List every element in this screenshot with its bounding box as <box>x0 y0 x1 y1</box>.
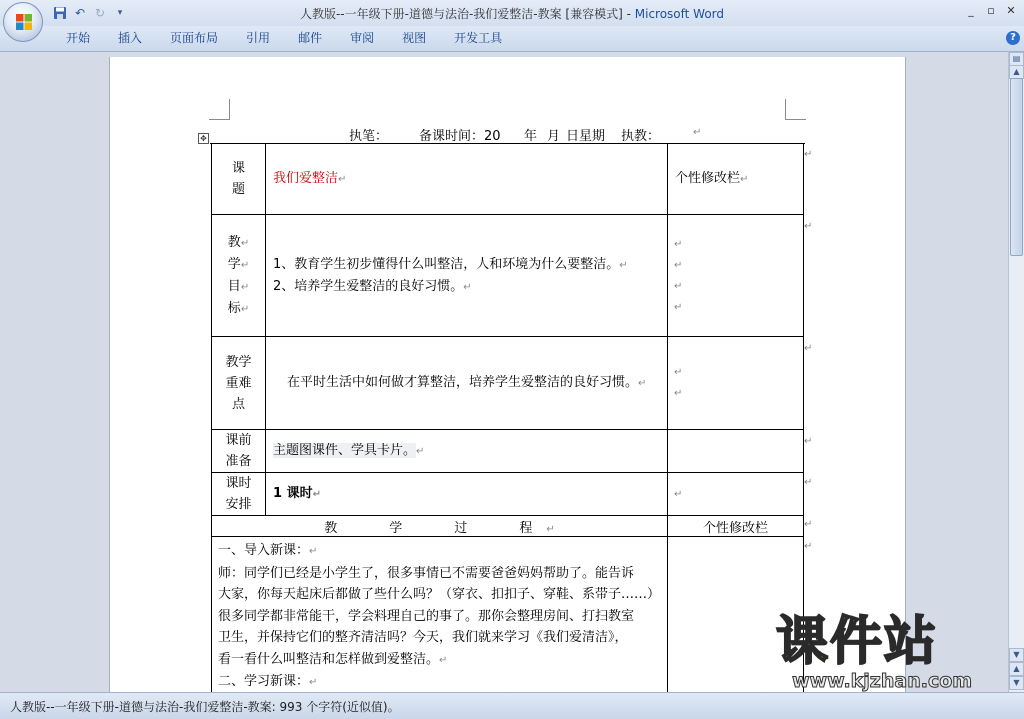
window-controls <box>962 2 1020 18</box>
row-end-mark-icon: ↵ <box>804 149 813 160</box>
table-row <box>212 537 804 693</box>
table-row <box>212 215 804 337</box>
preparation-label-cell[interactable] <box>212 430 266 473</box>
title-bar <box>0 0 1024 26</box>
objectives-label: 教↵ 学↵ 目↵ 标↵ <box>227 234 250 316</box>
row-end-mark-icon: ↵ <box>804 343 813 354</box>
tab-developer[interactable]: 开发工具 <box>454 31 503 45</box>
objective-line: 1、教育学生初步懂得什么叫整洁，人和环境为什么要整洁。↵ <box>273 256 628 272</box>
crop-mark-top-right <box>785 99 806 120</box>
window-title <box>0 5 1024 22</box>
watermark-url: www.kjzhan.com <box>792 670 973 692</box>
office-button[interactable] <box>3 2 43 42</box>
year-label: 年 <box>524 129 538 144</box>
lesson-header-line <box>210 125 805 144</box>
tab-home[interactable]: 开始 <box>66 31 91 45</box>
help-icon[interactable]: ? <box>1006 31 1020 45</box>
topic-label: 课 题 <box>231 161 245 197</box>
close-button[interactable]: ✕ <box>1006 3 1016 17</box>
ribbon-tab-bar <box>0 26 1024 52</box>
tab-insert[interactable]: 插入 <box>118 31 143 45</box>
topic-label-cell[interactable] <box>212 144 266 215</box>
customize-qat-icon[interactable]: ▾ <box>117 8 123 18</box>
office-logo-icon <box>15 13 33 31</box>
schedule-cell[interactable]: 1 课时↵ <box>266 473 668 516</box>
kjzhan-watermark <box>770 612 1010 692</box>
tab-mailings[interactable]: 邮件 <box>298 31 323 45</box>
body-line: 二、学习新课：↵ <box>218 674 318 689</box>
process-body-cell[interactable] <box>212 537 668 693</box>
crop-mark-top-left <box>209 99 230 120</box>
tab-references[interactable]: 引用 <box>246 31 271 45</box>
key-points-label-cell[interactable] <box>212 337 266 430</box>
tab-view[interactable]: 视图 <box>402 31 427 45</box>
preparation-edit-cell[interactable] <box>668 430 804 473</box>
process-header-cell[interactable] <box>212 516 668 537</box>
body-line: 大家，你每天起床后都做了些什么吗？（穿衣、扣扣子、穿鞋、系带子……） <box>218 587 661 602</box>
process-edit-header-cell[interactable] <box>668 516 804 537</box>
scroll-up-icon[interactable]: ▲ <box>1009 65 1024 79</box>
body-line: 看一看什么叫整洁和怎样做到爱整洁。↵ <box>218 651 448 667</box>
status-bar <box>0 692 1024 719</box>
body-line: 师：同学们已经是小学生了，很多事情已不需要爸爸妈妈帮助了。能告诉 <box>218 565 635 581</box>
row-end-mark-icon: ↵ <box>804 519 813 530</box>
document-title: 人教版--一年级下册-道德与法治-我们爱整洁-教案 [兼容模式] - <box>299 7 635 21</box>
schedule-label: 课时 安排 <box>225 476 252 512</box>
topic-value: 我们爱整洁 <box>273 171 339 186</box>
row-end-mark-icon: ↵ <box>804 436 813 447</box>
lesson-plan-table <box>211 143 804 692</box>
tab-page-layout[interactable]: 页面布局 <box>170 31 219 45</box>
redo-icon[interactable]: ↻ <box>94 6 106 20</box>
schedule-edit-cell[interactable]: ↵ <box>668 473 804 516</box>
watermark-title: 课件站 <box>776 612 939 672</box>
paragraph-mark-icon: ↵ <box>693 127 702 138</box>
prep-time-label: 备课时间：20 <box>419 129 501 144</box>
restore-button[interactable]: ▫ <box>987 3 995 17</box>
table-row <box>212 337 804 430</box>
document-page[interactable] <box>109 57 906 692</box>
preparation-cell[interactable]: 主题图课件、学具卡片。↵ <box>266 430 668 473</box>
scroll-down-icon[interactable]: ▼ <box>1009 648 1024 662</box>
app-name: Microsoft Word <box>634 7 725 21</box>
table-row <box>212 430 804 473</box>
objectives-label-cell[interactable] <box>212 215 266 337</box>
objective-line: 2、培养学生爱整洁的良好习惯。↵ <box>273 278 472 294</box>
vertical-scrollbar[interactable] <box>1008 52 1024 692</box>
body-line: 很多同学都非常能干，学会料理自己的事了。那你会整理房间、打扫教室 <box>218 608 635 624</box>
previous-page-icon[interactable]: ▲ <box>1009 662 1024 676</box>
table-move-handle-icon[interactable]: ✥ <box>198 133 209 144</box>
objectives-edit-cell[interactable]: ↵ ↵ ↵ ↵ <box>668 215 804 337</box>
table-row <box>212 473 804 516</box>
objectives-cell[interactable] <box>266 215 668 337</box>
teacher-label: 执教： <box>621 129 661 144</box>
document-workspace <box>0 52 1008 692</box>
author-label: 执笔： <box>349 129 389 144</box>
scrollbar-thumb[interactable] <box>1010 78 1023 256</box>
preparation-label: 课前 准备 <box>225 433 252 469</box>
key-points-label: 教学 重难 点 <box>225 354 252 412</box>
topic-cell[interactable]: 我们爱整洁↵ <box>266 144 668 215</box>
preparation-value: 主题图课件、学具卡片。 <box>273 443 417 458</box>
tab-review[interactable]: 审阅 <box>350 31 375 45</box>
undo-icon[interactable]: ↶ <box>74 6 86 20</box>
key-points-cell[interactable]: 在平时生活中如何做才算整洁，培养学生爱整洁的良好习惯。↵ <box>266 337 668 430</box>
process-edit-label: 个性修改栏 <box>702 520 768 536</box>
ruler-toggle-icon[interactable]: ▤ <box>1009 52 1024 66</box>
key-points-edit-cell[interactable]: ↵ ↵ <box>668 337 804 430</box>
personal-edit-label: 个性修改栏 <box>675 171 741 186</box>
minimize-button[interactable]: _ <box>968 3 974 17</box>
ribbon-tabs <box>52 26 516 51</box>
process-header: 教 学 过 程 ↵ <box>324 520 555 536</box>
row-end-mark-icon: ↵ <box>804 477 813 488</box>
key-points-value: 在平时生活中如何做才算整洁，培养学生爱整洁的良好习惯。 <box>287 375 639 390</box>
month-label: 月 <box>547 129 561 144</box>
body-line: 一、导入新课：↵ <box>218 543 318 558</box>
day-week-label: 日星期 <box>566 129 606 144</box>
row-end-mark-icon: ↵ <box>804 221 813 232</box>
schedule-label-cell[interactable] <box>212 473 266 516</box>
table-row <box>212 144 804 215</box>
next-page-icon[interactable]: ▼ <box>1009 676 1024 690</box>
table-row <box>212 516 804 537</box>
row-end-mark-icon: ↵ <box>804 541 813 552</box>
status-text: 人教版--一年级下册-道德与法治-我们爱整洁-教案: 993 个字符(近似值)。 <box>10 700 400 714</box>
personal-edit-cell[interactable]: 个性修改栏↵ <box>668 144 804 215</box>
schedule-value: 1 课时 <box>273 486 313 501</box>
body-line: 卫生，并保持它们的整齐清洁吗？今天，我们就来学习《我们爱清洁》， <box>218 630 628 645</box>
